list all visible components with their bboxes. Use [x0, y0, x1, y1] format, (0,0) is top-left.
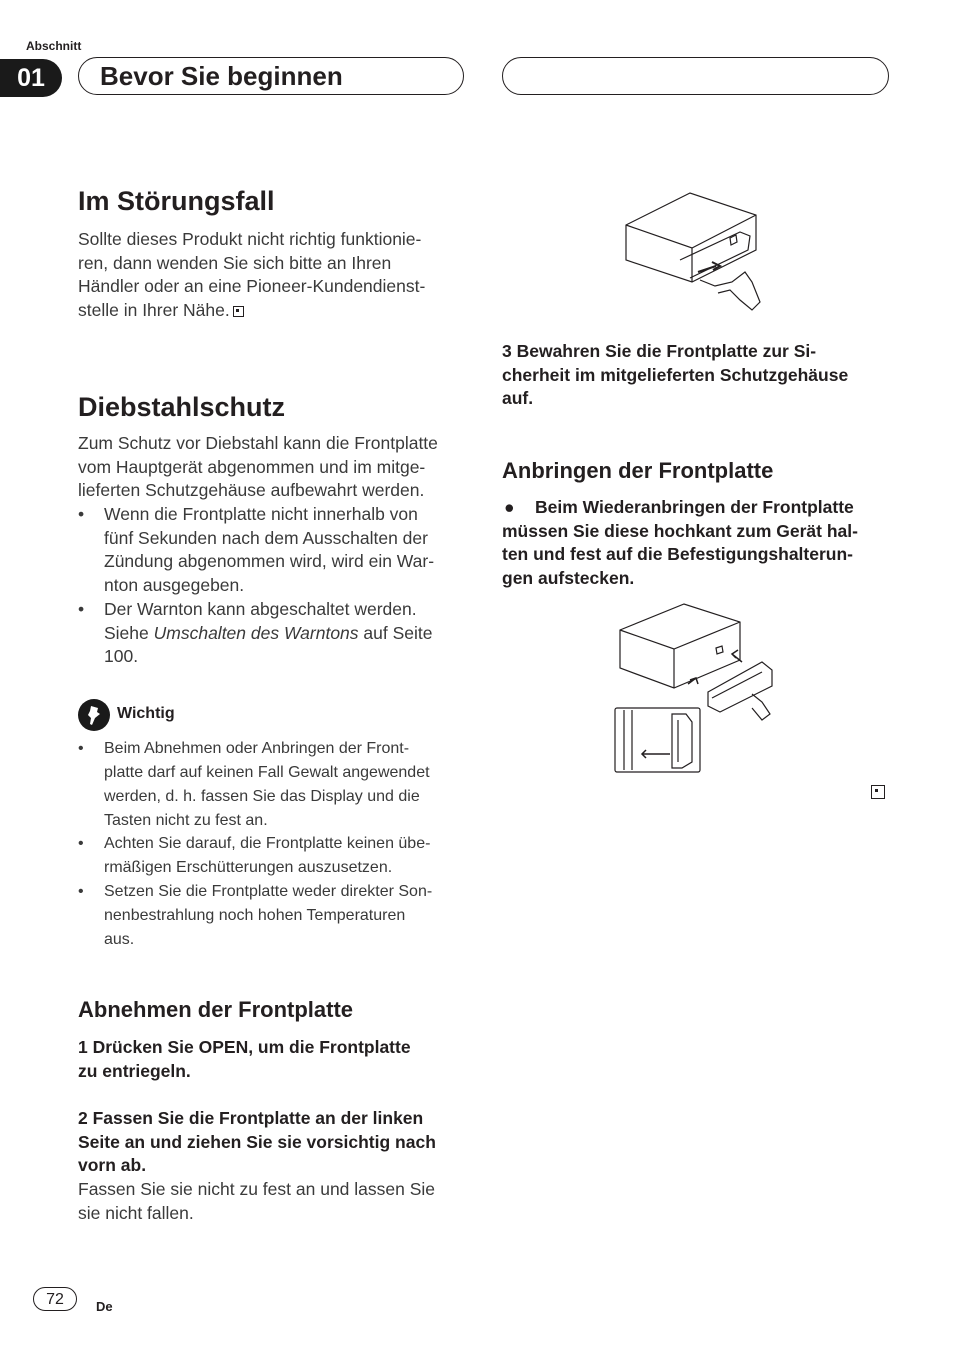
attach-faceplate-illustration	[612, 602, 782, 777]
header-empty-frame	[502, 57, 889, 95]
language-code: De	[96, 1299, 113, 1314]
bullet-icon: •	[78, 599, 85, 619]
heading-abnehmen: Abnehmen der Frontplatte	[78, 997, 354, 1022]
step-1: 1 Drücken Sie OPEN, um die Frontplatte zu entriegeln.	[78, 1037, 411, 1081]
step-2: 2 Fassen Sie die Frontplatte an der linken Seite an und ziehen Sie sie vorsichtig nach vorn ab.	[78, 1108, 436, 1176]
bullet-icon: •	[78, 835, 84, 852]
page-number: 72	[33, 1287, 77, 1311]
stoerung-text: Sollte dieses Produkt nicht richtig funktionie- ren, dann wenden Sie sich bitte an Ihren Händler oder an eine Pioneer-Kundendienst- stelle in Ihrer Nähe.	[78, 229, 426, 320]
list-item: • Beim Abnehmen oder Anbringen der Front- platte darf auf keinen Fall Gewalt angewendet werden, d. h. fassen Sie das Display und die Tasten nicht zu fest an.	[78, 737, 464, 833]
list-item: • Achten Sie darauf, die Frontplatte keinen übe- rmäßigen Erschütterungen auszusetzen.	[78, 832, 464, 880]
heading-stoerungsfall: Im Störungsfall	[78, 186, 275, 216]
list-item: • Setzen Sie die Frontplatte weder direkter Son- nenbestrahlung noch hohen Temperaturen aus.	[78, 880, 464, 952]
step-3: 3 Bewahren Sie die Frontplatte zur Si- cherheit im mitgelieferten Schutzgehäuse auf.	[502, 341, 849, 409]
bullet-icon: ●	[504, 497, 515, 517]
section-number: 01	[0, 59, 62, 97]
end-mark-icon	[871, 785, 885, 799]
page-title: Bevor Sie beginnen	[100, 61, 343, 91]
important-icon	[78, 699, 110, 731]
bullet-icon: •	[78, 883, 84, 900]
section-label: Abschnitt	[26, 39, 82, 53]
diebstahl-intro: Zum Schutz vor Diebstahl kann die Frontplatte vom Hauptgerät abgenommen und im mitge- lieferten Schutzgehäuse aufbewahrt werden.	[78, 433, 438, 501]
step-2-note: Fassen Sie sie nicht zu fest an und lassen Sie sie nicht fallen.	[78, 1179, 436, 1223]
cross-reference: Umschalten des Warntons	[153, 622, 359, 643]
list-item: • Der Warnton kann abgeschaltet werden. Siehe Umschalten des Warntons auf Seite 100.	[78, 599, 433, 667]
heading-anbringen: Anbringen der Frontplatte	[502, 458, 774, 483]
bullet-icon: •	[78, 504, 85, 524]
end-mark-container	[871, 785, 885, 803]
heading-diebstahlschutz: Diebstahlschutz	[78, 392, 286, 422]
list-item: • Wenn die Frontplatte nicht innerhalb von fünf Sekunden nach dem Ausschalten der Zündung abgenommen wird, wird ein War- nton ausgegeben.	[78, 504, 435, 595]
end-mark-icon	[233, 306, 244, 317]
important-label: Wichtig	[117, 705, 175, 722]
list-item: ● Beim Wiederanbringen der Frontplatte müssen Sie diese hochkant zum Gerät hal- ten und fest auf die Befestigungshalterun- gen aufstecken.	[502, 497, 858, 588]
remove-faceplate-illustration	[620, 190, 770, 315]
bullet-icon: •	[78, 740, 84, 757]
